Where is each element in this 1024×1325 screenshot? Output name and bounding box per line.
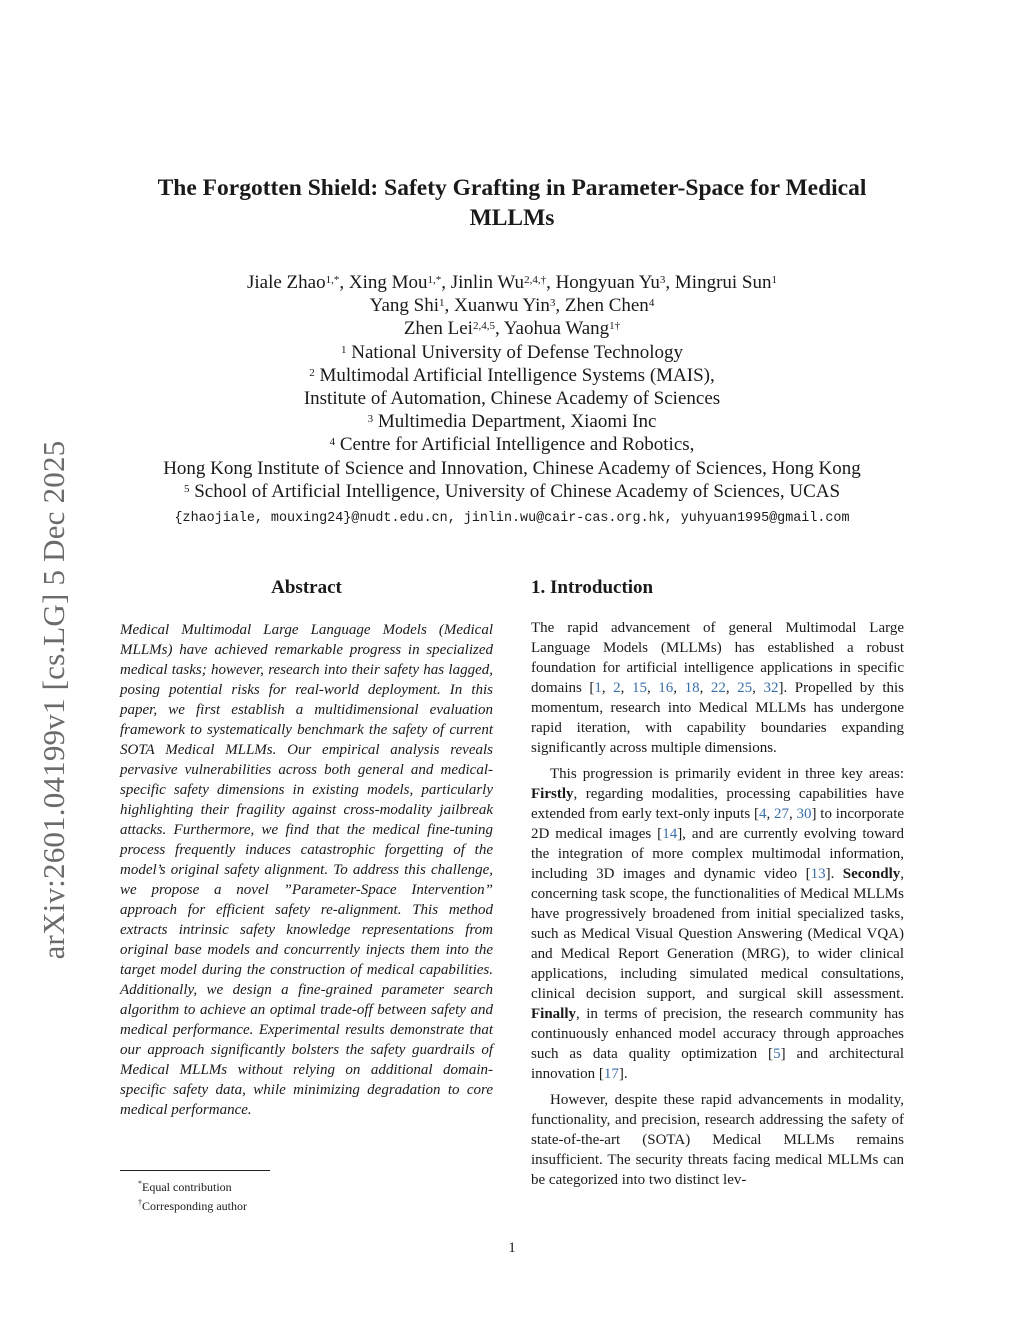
author-marks: 4 [648,297,655,310]
affiliation-text: National University of Defense Technology [351,341,684,363]
author-marks: 2,4,5 [472,320,495,333]
citation-link[interactable]: 18 [684,680,700,696]
title-line-1: The Forgotten Shield: Safety Grafting in Parameter-Space for Medical [157,175,867,201]
citation-link[interactable]: 30 [796,806,812,822]
text-run: ] and architectural innovation [ [531,1046,905,1082]
author-marks: 1 [439,297,445,310]
bold-term: Finally [531,1006,577,1022]
citation-link[interactable]: 15 [631,680,647,696]
affiliation-number: 5 [183,482,190,495]
text-run: This progression is primarily evident in three key areas: [550,766,904,782]
author-block [100,271,924,503]
citation-link[interactable]: 17 [603,1066,619,1082]
author-marks: 3 [659,274,666,286]
text-run: The rapid advancement of general Multimodal Large Language Models (MLLMs) has established a robust foundation for artificial intelligence applications in specific domains [ [531,620,904,696]
arxiv-identifier: arXiv:2601.04199v1 [cs.LG] 5 Dec 2025 [36,440,71,960]
footnotes [138,1176,247,1214]
page-number: 1 [508,1240,516,1256]
text-run: ]. Propelled by this momentum, research into Medical MLLMs has undergone rapid iteration, with capability boundaries expanding significantly across multiple dimensions. [531,680,904,756]
citation-link[interactable]: 2 [613,680,621,696]
abstract-heading: Abstract [271,577,342,598]
affiliation-text: Multimodal Artificial Intelligence Systems (MAIS), [319,364,715,386]
intro-paragraph-2: This progression is primarily evident in three key areas: Firstly, regarding modalities, processing capabilities have extended from early text-only inputs [4, 27, 30] to incorporate 2D medical images [14], and are currently evolving toward the integration of more complex multimodal information, including 3D images and dynamic video [13]. Secondly, concerning task scope, the functionalities of Medical MLLMs have progressively broadened from initial specialized tasks, such as Medical Visual Question Answering (Medical VQA) and Medical Report Generation (MRG), to wider clinical applications, including simulated medical consultations, clinical decision support, and surgical skill assessment. Finally, in terms of precision, the research community has continuously enhanced model accuracy through approaches such as data quality optimization [5] and architectural innovation [17]. [531,766,905,1082]
citation-link[interactable]: 5 [773,1046,781,1062]
affiliation-text: School of Artificial Intelligence, University of Chinese Academy of Sciences, UCAS [194,480,841,502]
footnote-text: Equal contribution [142,1180,232,1194]
citation-link[interactable]: 4 [758,806,767,822]
title-line-2: MLLMs [469,205,555,231]
author-name: Jinlin Wu [450,272,525,293]
affiliation-text: Centre for Artificial Intelligence and Robotics, [339,434,695,456]
introduction-body [531,618,904,1196]
text-run: , in terms of precision, the research community has continuously enhanced model accuracy through approaches such as data quality optimization [ [531,1006,904,1062]
citation-link[interactable]: 14 [662,826,678,842]
author-marks: 3 [549,297,556,310]
intro-paragraph-1: The rapid advancement of general Multimodal Large Language Models (MLLMs) has established a robust foundation for artificial intelligence applications in specific domains [1, 2, 15, 16, 18, 22, 25, 32]. Propelled by this momentum, research into Medical MLLMs has undergone rapid iteration, with capability boundaries expanding significantly across multiple dimensions. [531,620,904,756]
author-line-1: Jiale Zhao$^{1,*}$, Xing Mou$^{1,*}$, Jinlin $Wu^{2,4,\dagger}$, Hongyuan Yu$^3$, Mingrui Sun$^1$ [246,272,777,293]
citation-link[interactable]: 16 [658,680,674,696]
citation-link[interactable]: 27 [773,806,789,822]
footnote-corresponding [138,1195,247,1214]
citation-link[interactable]: 22 [710,680,726,696]
affiliation-1 [100,341,924,364]
paper-title [130,173,894,233]
author-line-3: Zhen Lei$^{2,4,5}$, Yaohua Wang$^{1\dagger}$ [403,318,621,340]
author-name: Zhen Chen [564,295,649,317]
author-marks: 1,* [427,274,442,286]
affiliation-2-cont [100,387,924,410]
affiliation-3 [100,410,924,433]
footnote-mark: † [138,1198,142,1207]
text-run: ], and are currently evolving toward the integration of more complex multimodal information, including 3D images and dynamic video [ [531,826,905,882]
author-marks: 1 [771,274,777,286]
text-run: , regarding modalities, processing capabilities have extended from early text-only inputs [ [531,786,904,822]
author-name: Xuanwu Yin [454,295,550,317]
intro-paragraph-3: However, despite these rapid advancements in modality, functionality, and precision, research addressing the safety of state-of-the-art (SOTA) Medical MLLMs remains insufficient. The security threats facing medical MLLMs can be categorized into two distinct lev- [531,1092,904,1188]
affiliation-text: Institute of Automation, Chinese Academy of Sciences [303,388,721,410]
citation-link[interactable]: 32 [763,680,779,696]
text-run: , concerning task scope, the functionalities of Medical MLLMs have progressively broadened from initial specialized tasks, such as Medical Visual Question Answering (Medical VQA) and Medical Report Generation (MRG), to wider clinical applications, including simulated medical consultations, clinical decision support, and surgical skill assessment. [531,866,904,1002]
affiliation-text: Hong Kong Institute of Science and Innovation, Chinese Academy of Sciences, Hong Kong [163,457,861,479]
introduction-heading: 1. Introduction [531,577,654,598]
citation-link[interactable]: 13 [810,866,826,882]
affiliation-4 [100,433,924,456]
affiliation-number: 2 [309,366,315,379]
author-name: Yaohua Wang [503,318,610,340]
author-marks: 1,* [325,274,340,286]
author-name: Jiale Zhao [246,272,326,293]
affiliation-number: 1 [340,343,347,356]
author-name: Xing Mou [348,272,428,293]
author-name: Hongyuan Yu [555,272,660,293]
affiliation-number: 3 [367,413,374,426]
bold-term: Secondly [842,866,901,882]
bold-term: Firstly [531,786,574,802]
author-name: Mingrui Sun [674,272,772,293]
author-emails: {zhaojiale, mouxing24}@nudt.edu.cn, jinlin.wu@cair-cas.org.hk, yuhyuan1995@gmail.com [174,511,850,526]
affiliation-number: 4 [329,436,336,449]
author-marks: 2,4,† [524,274,547,286]
text-run: ] to incorporate 2D medical images [ [531,806,905,842]
author-marks: 1† [609,320,621,333]
citation-link[interactable]: 25 [737,680,753,696]
footnote-text: Corresponding author [142,1199,247,1213]
author-name: Yang Shi [369,295,440,317]
footnote-equal-contribution [138,1176,247,1195]
footnote-divider [120,1170,270,1171]
author-name: Zhen Lei [403,318,473,340]
author-line-2: Yang Shi$^1$, Xuanwu Yin$^3$, Zhen Chen$^4$ [369,295,655,317]
affiliation-text: Multimedia Department, Xiaomi Inc [377,411,657,433]
affiliation-5 [100,480,924,503]
abstract-text: Medical Multimodal Large Language Models (Medical MLLMs) have achieved remarkable progress in specialized medical tasks; however, research into their safety has lagged, posing potential risks for real-world deployment. In this paper, we first establish a multidimensional evaluation framework to systematically benchmark the safety of current SOTA Medical MLLMs. Our empirical analysis reveals pervasive vulnerabilities across both general and medical-specific safety dimensions in existing models, particularly highlighting their fragility against cross-modality jailbreak attacks. Furthermore, we find that the medical fine-tuning process frequently induces catastrophic forgetting of the model’s original safety alignment. To address this challenge, we propose a novel ”Parameter-Space Intervention” approach for efficient safety re-alignment. This method extracts intrinsic safety knowledge representations from original base models and concurrently injects them into the target model during the construction of medical capabilities. Additionally, we design a fine-grained parameter search algorithm to achieve an optimal trade-off between safety and medical performance. Experimental results demonstrate that our approach significantly bolsters the safety guardrails of Medical MLLMs without relying on additional domain-specific safety data, while minimizing degradation to core medical performance. [120,622,493,1118]
affiliation-2 [100,364,924,387]
citation-link[interactable]: 1 [594,680,602,696]
footnote-mark: * [138,1179,142,1188]
text-run: ]. [825,866,843,882]
text-run: ]. [618,1066,628,1082]
affiliation-4-cont [100,457,924,480]
